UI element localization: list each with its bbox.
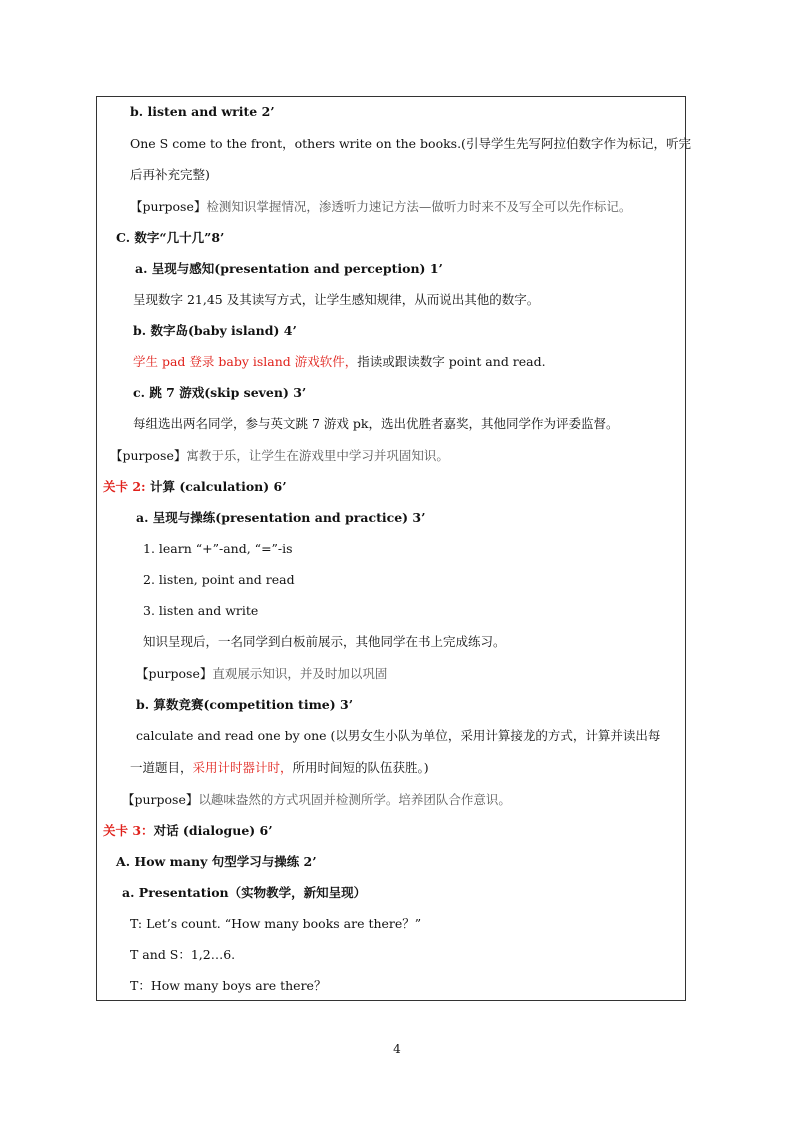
purpose-tag: 【purpose】 bbox=[110, 448, 187, 463]
paragraph-line: 每组选出两名同学，参与英文跳 7 游戏 pk，选出优胜者嘉奖，其他同学作为评委监督。 bbox=[133, 416, 619, 431]
purpose-text: 寓教于乐，让学生在游戏里中学习并巩固知识。 bbox=[186, 448, 449, 463]
subheading-presentation-perception: a. 呈现与感知(presentation and perception) 1’ bbox=[135, 261, 443, 276]
purpose-note bbox=[130, 199, 631, 215]
purpose-note bbox=[110, 448, 449, 464]
paragraph-line bbox=[130, 760, 429, 776]
paragraph-line: 知识呈现后，一名同学到白板前展示，其他同学在书上完成练习。 bbox=[143, 634, 506, 649]
section-heading-a: A. How many 句型学习与操练 2’ bbox=[116, 854, 317, 869]
subheading-listen-write: b. listen and write 2’ bbox=[130, 104, 275, 119]
purpose-note bbox=[122, 792, 511, 808]
purpose-tag: 【purpose】 bbox=[122, 792, 199, 807]
purpose-tag: 【purpose】 bbox=[136, 666, 213, 681]
list-item: 2. listen, point and read bbox=[143, 572, 295, 587]
level-label: 关卡 2: bbox=[103, 479, 146, 494]
subheading-presentation: a. Presentation（实物教学，新知呈现） bbox=[122, 885, 367, 900]
purpose-text: 直观展示知识，并及时加以巩固 bbox=[212, 666, 388, 681]
purpose-tag: 【purpose】 bbox=[130, 199, 207, 214]
section-heading-c: C. 数字“几十几”8’ bbox=[116, 230, 225, 245]
level-title: 对话 (dialogue) 6’ bbox=[153, 823, 273, 838]
normal-text: 一道题目， bbox=[130, 760, 193, 775]
paragraph-line bbox=[133, 354, 546, 370]
normal-text: 所用时间短的队伍获胜。) bbox=[292, 760, 429, 775]
level-label: 关卡 3： bbox=[103, 823, 154, 838]
paragraph-line: One S come to the front，others write on the books.(引导学生先写阿拉伯数字作为标记，听完 bbox=[130, 136, 691, 151]
subheading-skip-seven: c. 跳 7 游戏(skip seven) 3’ bbox=[133, 385, 307, 400]
list-item: 1. learn “+”-and, “=”-is bbox=[143, 541, 293, 556]
highlight-text: 学生 pad 登录 baby island 游戏软件， bbox=[133, 354, 358, 369]
dialogue-line: T: Let’s count. “How many books are there？” bbox=[130, 916, 422, 931]
paragraph-line: 呈现数字 21,45 及其读写方式，让学生感知规律，从而说出其他的数字。 bbox=[133, 292, 540, 307]
purpose-text: 检测知识掌握情况，渗透听力速记方法—做听力时来不及写全可以先作标记。 bbox=[206, 199, 632, 214]
level-heading-3 bbox=[103, 823, 273, 839]
purpose-note bbox=[136, 666, 387, 682]
list-item: 3. listen and write bbox=[143, 603, 259, 618]
purpose-text: 以趣味盎然的方式巩固并检测所学。培养团队合作意识。 bbox=[198, 792, 511, 807]
normal-text: 指读或跟读数字 point and read. bbox=[357, 354, 546, 369]
highlight-text: 采用计时器计时， bbox=[192, 760, 293, 775]
dialogue-line: T and S：1,2…6. bbox=[130, 947, 236, 962]
level-heading-2 bbox=[103, 479, 287, 495]
dialogue-line: T：How many boys are there？ bbox=[130, 978, 327, 993]
page-number: 4 bbox=[393, 1042, 401, 1056]
paragraph-line: 后再补充完整) bbox=[130, 167, 210, 182]
paragraph-line: calculate and read one by one (以男女生小队为单位，采用计算接龙的方式，计算并读出每 bbox=[136, 728, 661, 743]
subheading-baby-island: b. 数字岛(baby island) 4’ bbox=[133, 323, 297, 338]
level-title: 计算 (calculation) 6’ bbox=[145, 479, 287, 494]
subheading-competition: b. 算数竞赛(competition time) 3’ bbox=[136, 697, 354, 712]
subheading-presentation-practice: a. 呈现与操练(presentation and practice) 3’ bbox=[136, 510, 426, 525]
